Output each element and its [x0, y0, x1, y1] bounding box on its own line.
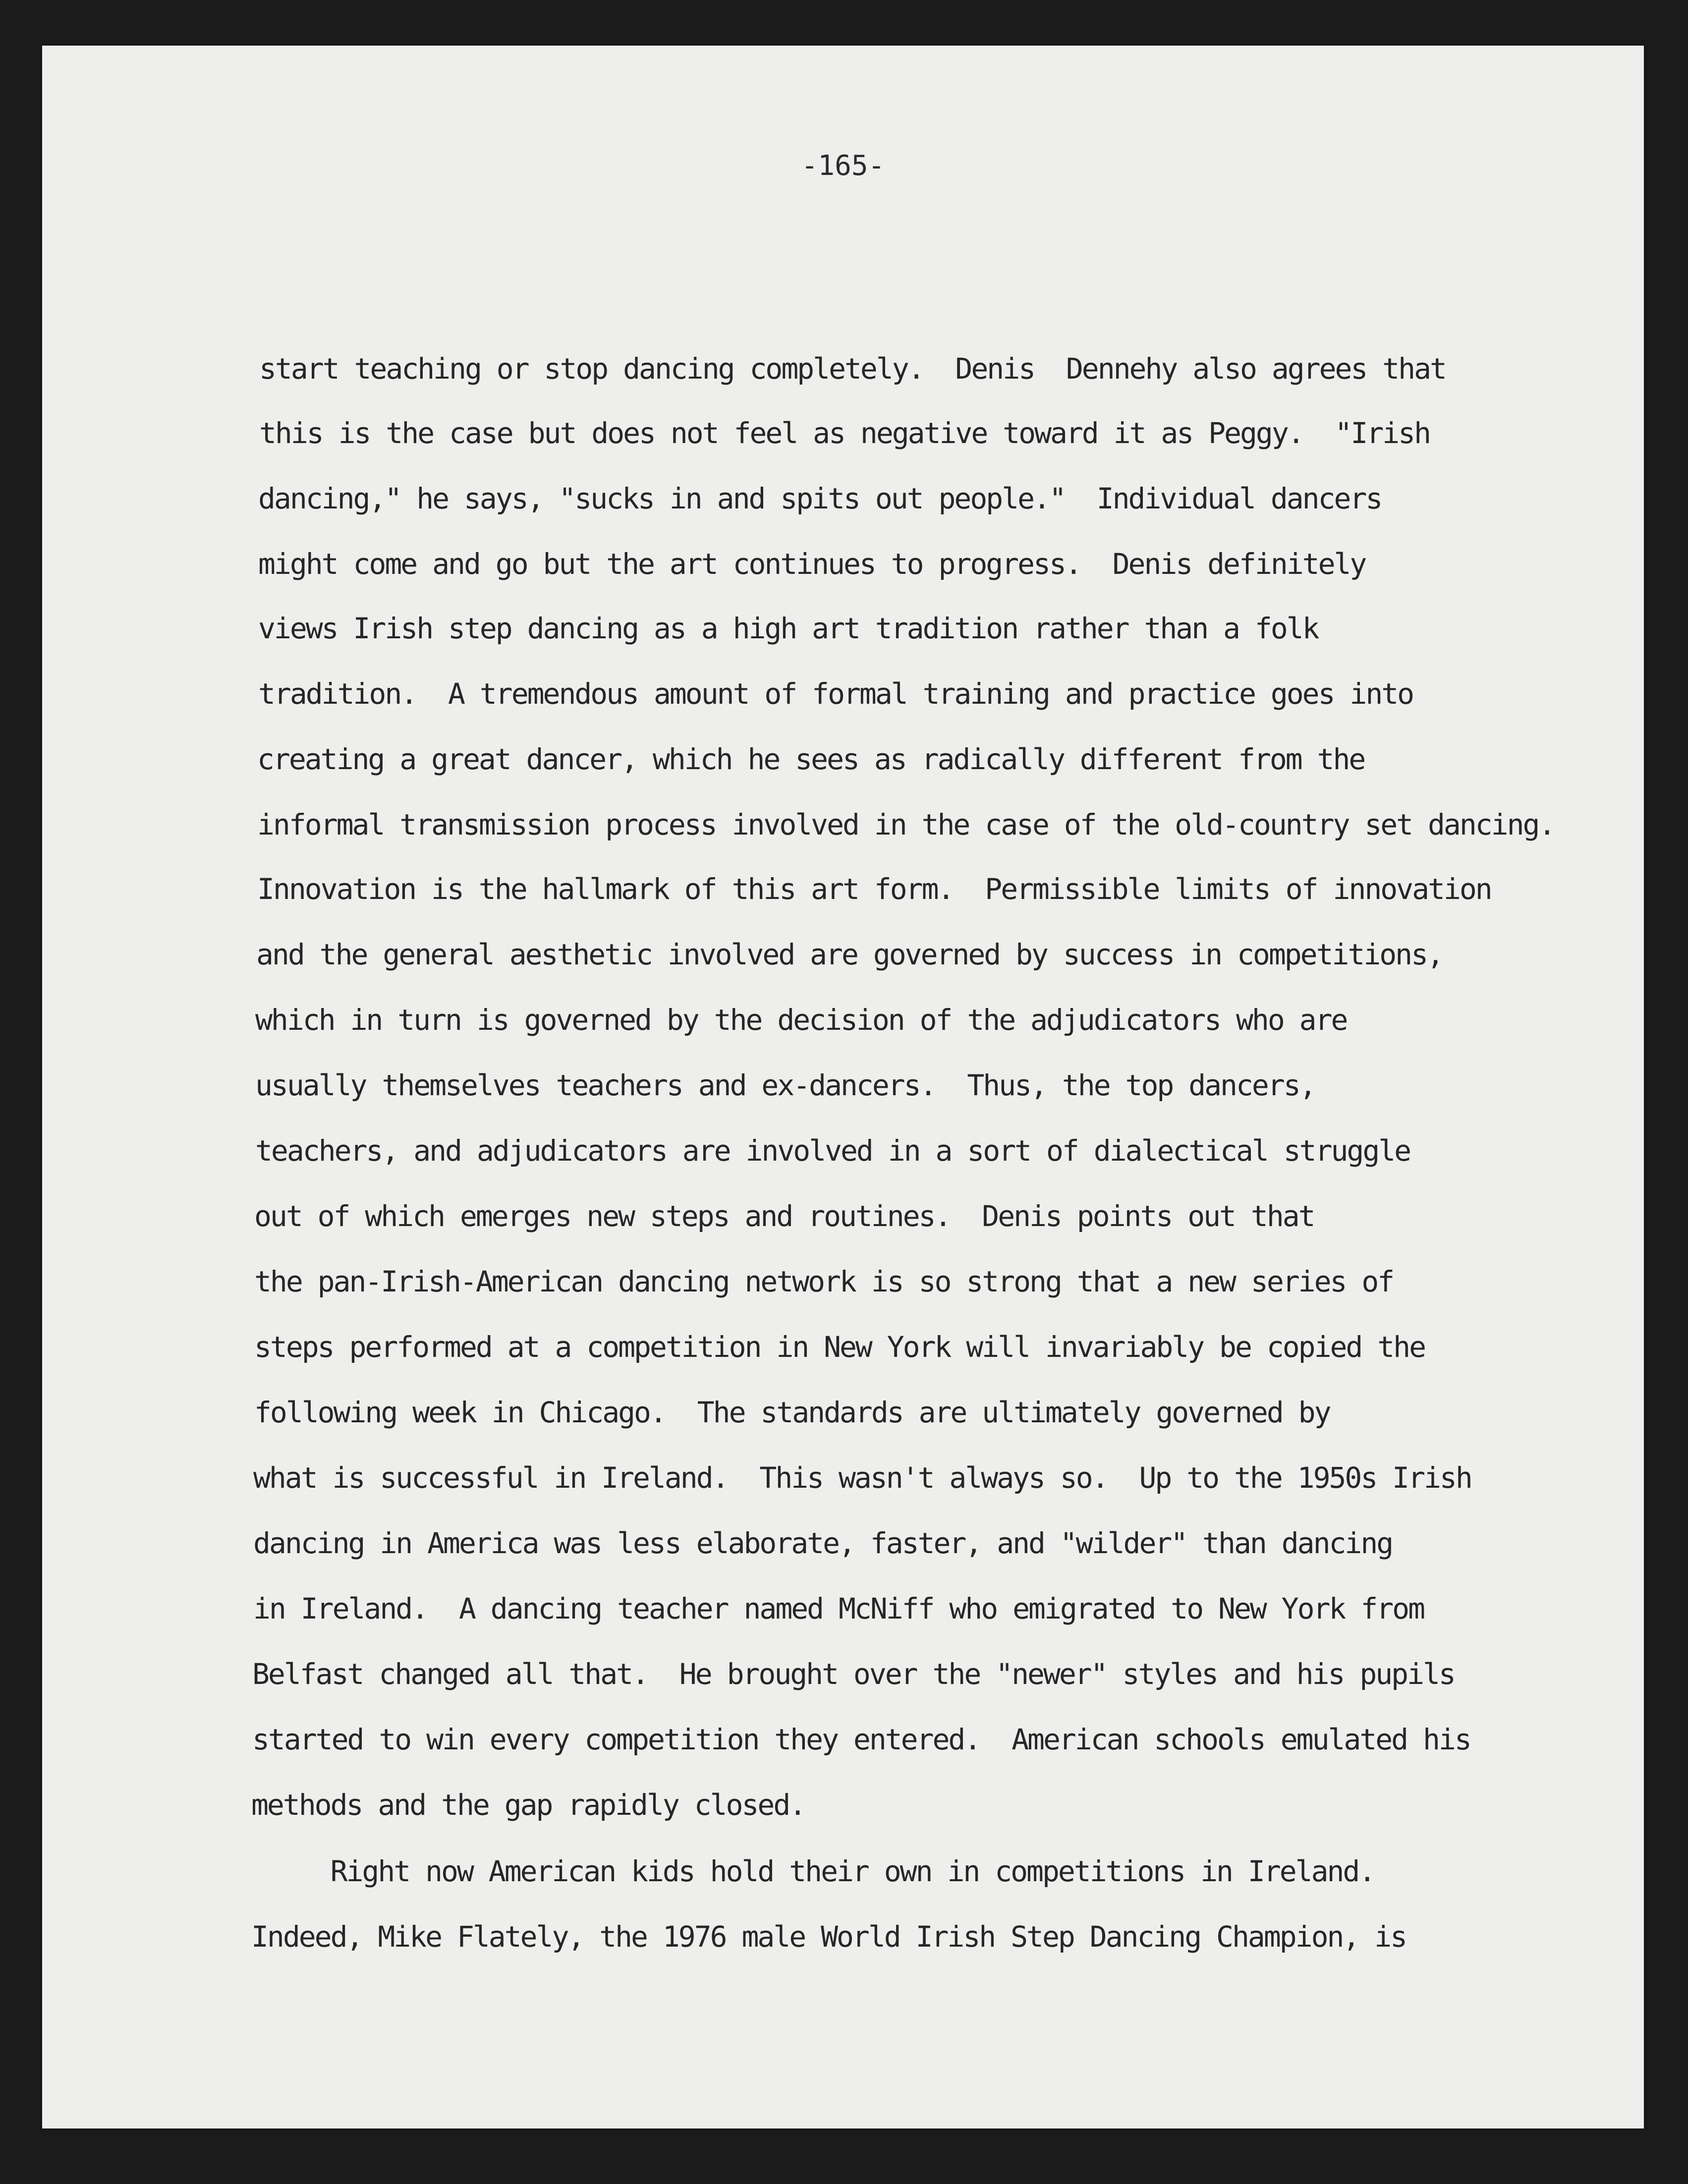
text-line: following week in Chicago. The standards are ultimately governed by	[254, 1396, 1330, 1429]
text-line: Innovation is the hallmark of this art form. Permissible limits of innovation	[257, 872, 1491, 906]
text-line: dancing in America was less elaborate, faster, and "wilder" than dancing	[253, 1526, 1393, 1560]
text-line: which in turn is governed by the decision of the adjudicators who are	[255, 1003, 1347, 1037]
text-line: creating a great dancer, which he sees as radically different from the	[257, 742, 1365, 776]
text-line: teachers, and adjudicators are involved in a sort of dialectical struggle	[255, 1134, 1410, 1168]
text-line: usually themselves teachers and ex-dancers. Thus, the top dancers,	[255, 1068, 1315, 1102]
text-line: dancing," he says, "sucks in and spits out people." Individual dancers	[258, 482, 1382, 515]
text-line: what is successful in Ireland. This wasn't always so. Up to the 1950s Irish	[253, 1461, 1471, 1495]
text-line: Right now American kids hold their own in competitions in Ireland.	[251, 1854, 1375, 1888]
text-line: start teaching or stop dancing completely. Denis Dennehy also agrees that	[259, 352, 1446, 386]
page-number: -165-	[801, 150, 885, 182]
text-line: steps performed at a competition in New York will invariably be copied the	[254, 1330, 1425, 1364]
text-line: views Irish step dancing as a high art tradition rather than a folk	[258, 612, 1318, 645]
text-line: Indeed, Mike Flately, the 1976 male World Irish Step Dancing Champion, is	[251, 1920, 1407, 1954]
text-line: out of which emerges new steps and routines. Denis points out that	[254, 1199, 1314, 1233]
text-line: the pan-Irish-American dancing network is so strong that a new series of	[254, 1265, 1394, 1298]
text-line: methods and the gap rapidly closed.	[251, 1788, 805, 1822]
document-page	[42, 46, 1644, 2128]
text-line: and the general aesthetic involved are governed by success in competitions,	[256, 938, 1443, 971]
text-line: started to win every competition they entered. American schools emulated his	[252, 1723, 1470, 1756]
text-line: this is the case but does not feel as negative toward it as Peggy. "Irish	[259, 416, 1430, 450]
text-line: might come and go but the art continues to progress. Denis definitely	[258, 547, 1366, 581]
text-line: tradition. A tremendous amount of formal training and practice goes into	[258, 677, 1413, 711]
text-line: Belfast changed all that. He brought over the "newer" styles and his pupils	[252, 1657, 1455, 1691]
text-line: informal transmission process involved in the case of the old-country set dancing.	[257, 808, 1555, 841]
text-line: in Ireland. A dancing teacher named McNiff who emigrated to New York from	[253, 1592, 1424, 1625]
